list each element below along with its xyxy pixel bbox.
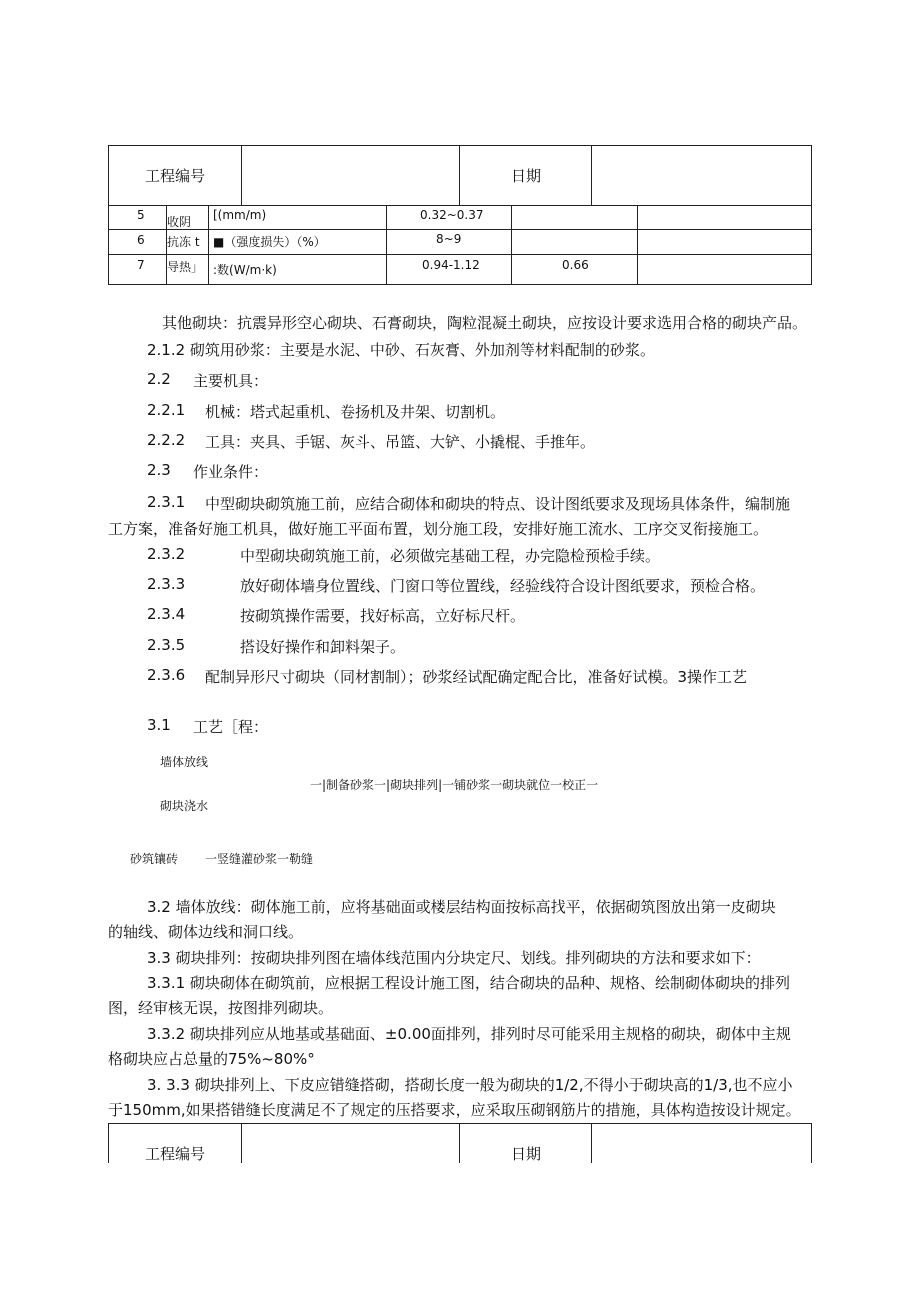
flow-step-grouting: 一竖缝灌砂浆一勒缝 [205, 852, 314, 866]
row-unit: [(mm/m) [213, 208, 267, 222]
flow-main-sequence: 一|制备砂浆一|砌块排列|一铺砂浆一砌块就位一校正一 [310, 778, 599, 792]
paragraph-3-2-line1: 3.2 墙体放线：砌体施工前，应将基础面或楼层结构面按标高找平，依据砌筑图放出第一皮砌块 [147, 898, 776, 916]
paragraph-2-3-2: 中型砌块砌筑施工前，必须做完基础工程，办完隐检预检手续。 [240, 547, 661, 565]
footer-date-label: 日期 [511, 1145, 542, 1163]
paragraph-3-3-2-line1: 3.3.2 砌块排列应从地基或基础面、±0.00面排列，排列时尽可能采用主规格的砌块，砌体中主规 [147, 1025, 791, 1043]
section-number: 2.2 [147, 370, 171, 388]
section-work-conditions: 作业条件： [193, 463, 269, 481]
row-value-2: 0.66 [562, 258, 589, 272]
paragraph-tools: 工具：夹具、手锯、灰斗、吊篮、大铲、小撬棍、手推年。 [205, 433, 596, 451]
section-main-tools: 主要机具： [193, 372, 269, 390]
date-label: 日期 [511, 167, 542, 185]
paragraph-3-3-3-line2: 于150mm,如果搭错缝长度满足不了规定的压搭要求，应采取压砌钢筋片的措施，具体构造按设计规定。 [108, 1101, 801, 1119]
flow-step-brick-inlay: 砂筑镶砖 [130, 852, 179, 866]
paragraph-2-3-3: 放好砌体墙身位置线、门窗口等位置线，经验线符合设计图纸要求，预检合格。 [240, 577, 766, 595]
section-number: 2.2.1 [147, 401, 186, 419]
section-number: 2.3.5 [147, 636, 186, 654]
paragraph-3-3: 3.3 砌块排列：按砌块排列图在墙体线范围内分块定尺、划线。排列砌块的方法和要求如下： [147, 949, 761, 967]
section-number: 2.2.2 [147, 431, 186, 449]
paragraph-3-3-1-line1: 3.3.1 砌块砌体在砌筑前，应根据工程设计施工图，结合砌块的品种、规格、绘制砌体砌块的排列 [147, 974, 790, 992]
section-number: 2.3.2 [147, 545, 186, 563]
row-name: 收阴 [167, 215, 192, 229]
row-unit: :数(W/m·k) [213, 263, 277, 277]
flow-step-wall-layout: 墙体放线 [160, 755, 209, 769]
paragraph-2-3-5: 搭设好操作和卸料架子。 [240, 638, 406, 656]
paragraph-3-3-1-line2: 图，经审核无误，按图排列砌块。 [108, 999, 334, 1017]
paragraph-3-3-2-line2: 格砌块应占总量的75%~80%° [108, 1050, 315, 1068]
flow-step-block-watering: 砌块浇水 [160, 799, 209, 813]
row-name: 导热」 [167, 260, 204, 274]
row-name: 抗冻 t [167, 235, 200, 249]
row-unit: ■（强度损失）（%） [213, 235, 326, 249]
paragraph-2-3-1-line1: 中型砌块砌筑施工前，应结合砌体和砌块的特点、设计图纸要求及现场具体条件，编制施 [205, 495, 791, 513]
section-number: 2.3.1 [147, 493, 186, 511]
paragraph-mortar: 2.1.2 砌筑用砂浆：主要是水泥、中砂、石灰膏、外加剂等材料配制的砂浆。 [147, 341, 655, 359]
row-value-1: 0.94-1.12 [422, 258, 480, 272]
section-number: 2.3 [147, 461, 171, 479]
row-number: 7 [137, 258, 145, 272]
paragraph-2-3-6: 配制异形尺寸砌块（同材割制）；砂浆经试配确定配合比，准备好试模。3操作工艺 [205, 668, 748, 686]
section-number: 3.1 [147, 716, 171, 734]
section-number: 2.3.3 [147, 575, 186, 593]
row-value-1: 8~9 [436, 232, 462, 246]
paragraph-2-3-4: 按砌筑操作需要，找好标高，立好标尺杆。 [240, 607, 526, 625]
paragraph-3-3-3-line1: 3. 3.3 砌块排列上、下皮应错缝搭砌，搭砌长度一般为砌块的1/2,不得小于砌块高的1/3,也不应小 [147, 1076, 793, 1094]
paragraph-other-blocks: 其他砌块：抗震异形空心砌块、石膏砌块，陶粒混凝土砌块，应按设计要求选用合格的砌块产品。 [162, 314, 808, 332]
row-number: 6 [137, 233, 145, 247]
section-process-flow: 工艺［程： [193, 718, 269, 736]
section-number: 2.3.6 [147, 666, 186, 684]
row-number: 5 [137, 208, 145, 222]
paragraph-3-2-line2: 的轴线、砌体边线和洞口线。 [108, 923, 304, 941]
section-number: 2.3.4 [147, 605, 186, 623]
footer-project-no-label: 工程编号 [145, 1145, 206, 1163]
row-value-1: 0.32~0.37 [420, 208, 484, 222]
project-no-label: 工程编号 [145, 167, 206, 185]
paragraph-2-3-1-line2: 工方案，准备好施工机具，做好施工平面布置，划分施工段，安排好施工流水、工序交叉衔接施工。 [108, 520, 769, 538]
paragraph-machinery: 机械：塔式起重机、卷扬机及井架、切割机。 [205, 403, 506, 421]
